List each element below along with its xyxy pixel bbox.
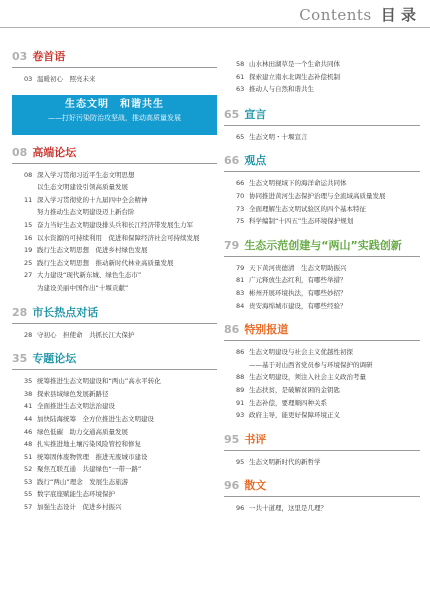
section-heading	[12, 304, 217, 324]
entry-title: 广元释放生态红利，有哪些举措？	[249, 276, 347, 285]
entry-title: 加强生态设计 促进乡村振兴	[37, 503, 122, 512]
page-number: 75	[236, 217, 245, 226]
section-page-number: 86	[224, 323, 240, 337]
toc-section	[224, 477, 420, 515]
page-number: 41	[24, 402, 33, 411]
entry-title: 生态文明新时代的新哲学	[249, 457, 321, 466]
toc-entry[interactable]	[24, 451, 217, 464]
section-entries	[224, 456, 420, 469]
toc-entry[interactable]	[236, 397, 420, 410]
entry-title: 生态扶贫，是破解贫困的金钥匙	[249, 385, 340, 394]
entry-title: 奋力当好生态文明建设排头兵和长江经济带发展生力军	[37, 220, 193, 229]
page-number: 79	[236, 263, 245, 272]
page-number: 19	[24, 246, 33, 255]
header-rule	[0, 27, 430, 28]
page-number: 57	[24, 503, 33, 512]
section-heading	[12, 48, 217, 68]
page-number: 66	[236, 179, 245, 188]
page-number: 48	[24, 440, 33, 449]
toc-entry[interactable]	[24, 194, 217, 207]
section-page-number: 03	[12, 50, 28, 63]
toc-entry[interactable]	[24, 73, 217, 86]
page-number: 27	[24, 271, 33, 280]
toc-entry[interactable]	[24, 232, 217, 245]
entry-title: 山水林田湖草是一个生命共同体	[249, 60, 340, 68]
section-page-number: 96	[224, 479, 240, 493]
toc-entry[interactable]	[236, 177, 420, 190]
toc-entry[interactable]	[236, 58, 420, 71]
entry-title: 统筹推进生态文明建设和“两山”高水平转化	[37, 377, 161, 386]
page-number: 35	[24, 377, 33, 386]
entry-title: 生态文明建设，须注入社会主义政治考量	[249, 373, 366, 382]
toc-section	[224, 431, 420, 469]
section-entries	[224, 346, 420, 422]
toc-entry[interactable]	[24, 206, 217, 219]
page-number: 46	[24, 427, 33, 436]
section-title: 散文	[244, 479, 267, 493]
page-number: 51	[24, 452, 33, 461]
entry-title: 努力推动生态文明建设迈上新台阶	[37, 208, 135, 217]
toc-entry[interactable]	[24, 400, 217, 413]
entry-title: 探索县域绿色发展新路径	[37, 389, 109, 398]
toc-entry[interactable]	[24, 244, 217, 257]
page-number: 86	[236, 348, 245, 357]
page-number: 70	[236, 191, 245, 200]
page-number: 96	[236, 504, 245, 513]
toc-entry[interactable]	[236, 262, 420, 275]
toc-entry[interactable]	[24, 438, 217, 451]
section-page-number: 95	[224, 432, 240, 446]
toc-entry[interactable]	[236, 359, 420, 372]
toc-entry[interactable]	[24, 463, 217, 476]
toc-entry[interactable]	[24, 269, 217, 282]
page-number: 83	[236, 288, 245, 297]
toc-section	[224, 237, 420, 312]
toc-entry[interactable]	[24, 219, 217, 232]
continued-entries	[224, 58, 420, 96]
entry-title: 聚焦互联互通 共建绿色“一带一路”	[37, 465, 142, 474]
section-heading	[224, 431, 420, 451]
entry-title: 扎实推进地土壤污染风险管控和修复	[37, 440, 141, 449]
section-title: 观点	[244, 154, 267, 168]
toc-section	[12, 304, 217, 342]
entry-title: 践行“两山”理念 发展生态旅游	[37, 477, 129, 486]
contents-heading	[299, 4, 416, 25]
section-heading	[224, 152, 420, 172]
toc-left-column	[12, 48, 217, 611]
section-heading	[224, 477, 420, 497]
page-number: 91	[236, 398, 245, 407]
toc-entry[interactable]	[24, 181, 217, 194]
entry-title: 深入学习贯彻习近平生态文明思想	[37, 170, 135, 179]
page-number: 53	[24, 477, 33, 486]
entry-title: 温暖初心 照亮未来	[37, 75, 96, 83]
section-entries	[224, 177, 420, 227]
entry-title: 统筹固体废物管理 推进无废城市建设	[37, 452, 148, 461]
toc-entry[interactable]	[24, 488, 217, 501]
contents-heading-en: Contents	[299, 6, 372, 24]
page-number: 52	[24, 465, 33, 474]
section-entries	[224, 502, 420, 515]
entry-title: 天下黄河贵德清 生态文明助振兴	[249, 263, 347, 272]
section-heading	[224, 237, 420, 257]
entry-title: 加快陆海统筹 全方位推进生态文明建设	[37, 414, 154, 423]
banner-subtitle: ——打好污染防治攻坚战，推动高质量发展	[48, 113, 181, 122]
entry-title: 以水资源的可持续利用 促进和保障经济社会可持续发展	[37, 233, 200, 242]
page-number: 93	[236, 411, 245, 420]
page-number: 88	[236, 373, 245, 382]
toc-entry[interactable]	[236, 300, 420, 313]
entry-title: 推动人与自然和谐共生	[249, 85, 314, 94]
entry-title: 政府主导，能更好保障环境正义	[249, 411, 340, 420]
page-number: 73	[236, 204, 245, 213]
toc-entry[interactable]	[24, 257, 217, 270]
page-number: 28	[24, 330, 33, 339]
toc-entry[interactable]	[24, 282, 217, 295]
entry-title: 一共十道理，这里是几理？	[249, 504, 327, 513]
toc-section	[224, 152, 420, 227]
section-page-number: 28	[12, 305, 28, 319]
section-page-number: 08	[12, 145, 28, 159]
toc-right-column	[224, 58, 420, 611]
page-number: 89	[236, 385, 245, 394]
section-entries	[12, 73, 217, 86]
toc-entry[interactable]	[236, 456, 420, 469]
toc-section	[224, 321, 420, 422]
page-number: 55	[24, 490, 33, 499]
toc-entry[interactable]	[236, 274, 420, 287]
entry-title: 践行生态文明思想 推动新时代林业高质量发展	[37, 258, 174, 267]
toc-entry[interactable]	[236, 409, 420, 422]
contents-heading-zh: 目 录	[380, 6, 416, 24]
toc-entry[interactable]	[24, 476, 217, 489]
section-heading	[12, 350, 217, 370]
section-entries	[224, 262, 420, 312]
toc-entry[interactable]	[24, 388, 217, 401]
toc-entry[interactable]	[236, 384, 420, 397]
section-title: 书评	[244, 432, 267, 446]
toc-entry[interactable]	[236, 203, 420, 216]
page-number: 08	[24, 170, 33, 179]
toc-entry[interactable]	[236, 215, 420, 228]
toc-entry[interactable]	[236, 190, 420, 203]
toc-entry[interactable]	[24, 375, 217, 388]
page-number: 11	[24, 195, 33, 204]
section-title: 生态示范创建与“两山”实践创新	[244, 238, 402, 252]
section-entries	[224, 131, 420, 144]
entry-title: 彬州开展环境执法，有哪些妙招？	[249, 288, 347, 297]
section-entries	[12, 169, 217, 295]
section-title: 特别报道	[244, 323, 289, 337]
entry-title: 科学编制“十四五”生态环境保护规划	[249, 217, 354, 226]
toc-entry[interactable]	[24, 413, 217, 426]
toc-entry[interactable]	[236, 346, 420, 359]
entry-title: ——基于对山西省党员参与环境保护的调研	[249, 360, 373, 369]
entry-title: 探索建立南水北调生态补偿机制	[249, 72, 340, 81]
toc-entry[interactable]	[24, 169, 217, 182]
page-number: 58	[236, 60, 245, 68]
toc-entry[interactable]	[24, 426, 217, 439]
theme-banner	[12, 95, 217, 135]
toc-section	[12, 48, 217, 86]
page-number: 16	[24, 233, 33, 242]
entry-title: 贵安海绵城市建设，有哪些经验？	[249, 301, 347, 310]
entry-title: 生态文明建设与社会主义优越性初探	[249, 348, 353, 357]
section-title: 专题论坛	[32, 352, 77, 366]
section-title: 市长热点对话	[32, 305, 99, 319]
banner-title: 生态文明 和谐共生	[65, 98, 164, 110]
toc-entry[interactable]	[236, 371, 420, 384]
page-number: 84	[236, 301, 245, 310]
toc-entry[interactable]	[236, 502, 420, 515]
entry-title: 数字底座赋能生态环境保护	[37, 490, 115, 499]
page-number: 03	[24, 75, 33, 83]
page-number: 65	[236, 132, 245, 141]
toc-section	[12, 144, 217, 295]
section-entries	[12, 329, 217, 342]
entry-title: 全面理解生态文明试验区的四个基本特征	[249, 204, 366, 213]
section-heading	[12, 144, 217, 164]
entry-title: 以生态文明建设引领高质量发展	[37, 183, 128, 192]
toc-entry[interactable]	[24, 329, 217, 342]
toc-entry[interactable]	[236, 83, 420, 96]
entry-title: 生态文明视域下的海洋命运共同体	[249, 179, 347, 188]
entry-title: 深入学习贯彻党的十九届四中全会精神	[37, 195, 148, 204]
toc-entry[interactable]	[236, 131, 420, 144]
section-page-number: 66	[224, 154, 240, 168]
toc-entry[interactable]	[24, 501, 217, 514]
page-number: 38	[24, 389, 33, 398]
page-number: 61	[236, 72, 245, 81]
toc-section	[12, 350, 217, 514]
toc-entry[interactable]	[236, 287, 420, 300]
entry-title: 绿色低碳 助力交通高质量发展	[37, 427, 128, 436]
section-entries	[12, 375, 217, 514]
entry-title: 生态补偿，要理顺四种关系	[249, 398, 327, 407]
page-number: 81	[236, 276, 245, 285]
page-number: 95	[236, 457, 245, 466]
section-page-number: 79	[224, 238, 240, 252]
entry-title: 协同推进黄河生态保护治理与全流域高质量发展	[249, 191, 386, 200]
section-title: 卷首语	[32, 50, 66, 63]
page-number: 44	[24, 414, 33, 423]
section-page-number: 65	[224, 107, 240, 121]
page-number: 15	[24, 220, 33, 229]
section-heading	[224, 321, 420, 341]
toc-section	[224, 106, 420, 144]
entry-title: 践行生态文明思想 促进乡村绿色发展	[37, 246, 148, 255]
section-title: 宣言	[244, 107, 267, 121]
entry-title: 全面推进生态文明法治建设	[37, 402, 115, 411]
section-heading	[224, 106, 420, 126]
page-number: 25	[24, 258, 33, 267]
page-header	[0, 0, 430, 30]
toc-entry[interactable]	[236, 71, 420, 84]
entry-title: 生态文明・十堰宣言	[249, 132, 308, 141]
page-number: 63	[236, 85, 245, 94]
section-title: 高端论坛	[32, 145, 77, 159]
entry-title: 大力建设“现代新东城、绿色生态市”	[37, 271, 142, 280]
section-page-number: 35	[12, 352, 28, 366]
entry-title: 为建设美丽中国作出“十堰贡献”	[37, 283, 129, 292]
entry-title: 守初心 担使命 共抓长江大保护	[37, 330, 135, 339]
